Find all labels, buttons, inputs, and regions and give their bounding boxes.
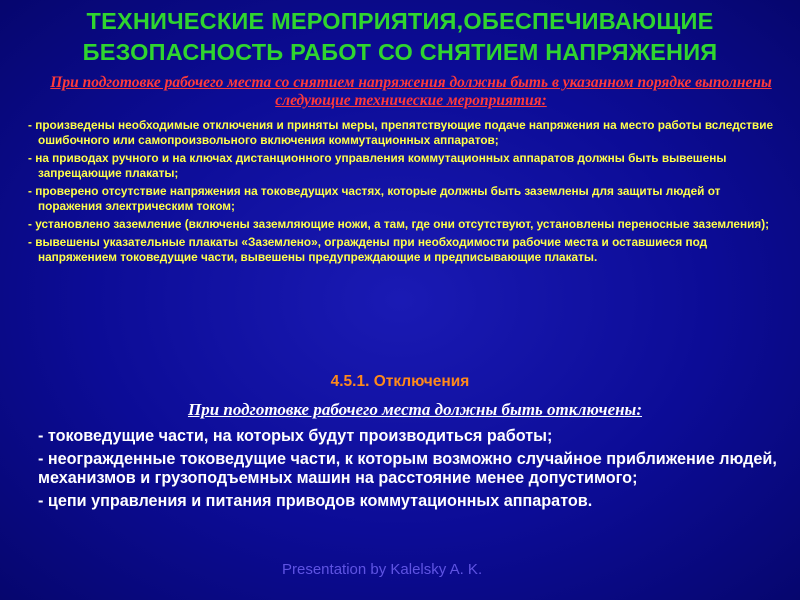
bullet-item	[28, 184, 780, 214]
disconnect-item: - токоведущие части, на которых будут производиться работы;	[38, 427, 553, 445]
disconnect-item: - цепи управления и питания приводов коммутационных аппаратов.	[38, 492, 593, 510]
bullet-marker: -	[28, 235, 32, 249]
bullet-item	[28, 118, 780, 148]
bullet-marker: -	[28, 118, 32, 132]
bullet-marker: -	[28, 184, 32, 198]
bullet-item	[28, 217, 780, 232]
slide-title-line-2: БЕЗОПАСНОСТЬ РАБОТ СО СНЯТИЕМ НАПРЯЖЕНИЯ	[82, 39, 718, 65]
bullet-item	[28, 151, 780, 181]
disconnect-list	[38, 427, 790, 515]
bullet-text: произведены необходимые отключения и приняты меры, препятствующие подаче напряжения на место работы вследствие ошибочного или самопроизвольного включения коммутационных аппаратов;	[35, 118, 774, 147]
slide-title	[0, 6, 800, 68]
disconnect-item: - неогражденные токоведущие части, к которым возможно случайное приближение людей, механизмов и грузоподъемных машин на расстояние менее допустимого;	[38, 450, 777, 487]
bullet-text: проверено отсутствие напряжения на токоведущих частях, которые должны быть заземлены для защиты людей от поражения электрическим током;	[35, 184, 721, 213]
bullet-text: на приводах ручного и на ключах дистанционного управления коммутационных аппаратов должны быть вывешены запрещающие плакаты;	[35, 151, 727, 180]
bullet-list	[28, 118, 780, 268]
intro-text: При подготовке рабочего места со снятием напряжения должны быть в указанном порядке выполнены следующие технические мероприятия:	[50, 74, 772, 109]
bullet-text: установлено заземление (включены заземляющие ножи, а там, где они отсутствуют, установлены переносные заземления);	[35, 217, 770, 231]
section-intro: При подготовке рабочего места должны быть отключены:	[187, 400, 643, 419]
section-heading: 4.5.1. Отключения	[330, 373, 470, 390]
bullet-marker: -	[28, 151, 32, 165]
bullet-marker: -	[28, 217, 32, 231]
footer-credit: Presentation by Kalelsky A. K.	[282, 561, 483, 578]
slide-title-line-1: ТЕХНИЧЕСКИЕ МЕРОПРИЯТИЯ,ОБЕСПЕЧИВАЮЩИЕ	[86, 8, 714, 34]
bullet-item	[28, 235, 780, 265]
bullet-text: вывешены указательные плакаты «Заземлено», ограждены при необходимости рабочие места и оставшиеся под напряжением токоведущие части, вывешены предупреждающие и предписывающие плакаты.	[35, 235, 708, 264]
